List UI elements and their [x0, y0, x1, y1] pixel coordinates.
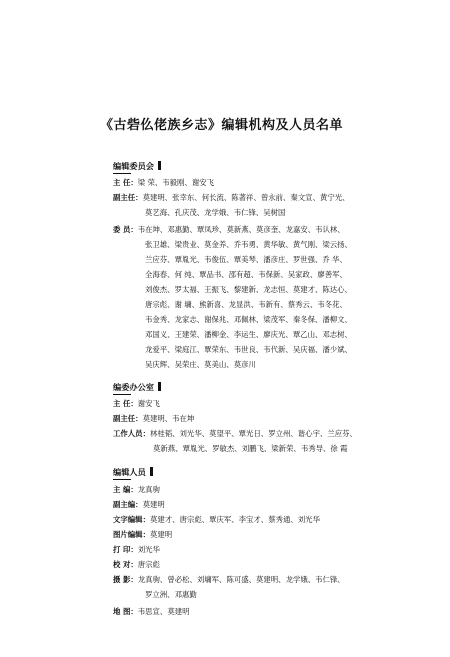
committee-member-line: 邓国义、王建荣、潘柳金、李运生、廖庆光、覃乙山、邓志树、: [145, 330, 352, 339]
committee-chair-value: 梁 荣、韦毅刚、谢安飞: [137, 178, 215, 187]
staff-heading-text: 编辑人员: [113, 467, 146, 477]
committee-vice-line: 莫艺海、孔庆茂、龙学娥、韦仁锋、吴树国: [145, 208, 286, 217]
office-chair-row: [113, 396, 160, 412]
map-label: 地 图：: [113, 607, 138, 616]
committee-members-row: [113, 222, 345, 238]
image-editor-value: 莫建明: [149, 530, 173, 539]
office-vice-value: 莫建明、韦在坤: [142, 414, 195, 423]
photo-label: 摄 影：: [113, 575, 138, 584]
text-editor-row: [113, 512, 320, 528]
editor-value: 龙真驹: [137, 485, 160, 494]
committee-heading: [113, 161, 161, 174]
committee-vice-row: [113, 190, 350, 206]
photo-line: 罗立洲、邓惠勤: [145, 590, 197, 599]
office-chair-value: 谢安飞: [137, 399, 160, 408]
print-row: [113, 542, 160, 558]
text-editor-value: 莫建才、唐宗彪、覃庆军、李宝才、蔡秀通、刘光华: [149, 515, 320, 524]
office-staff-row: [113, 426, 357, 442]
photo-row: [113, 572, 345, 588]
deputy-editor-row: [113, 497, 165, 513]
map-value: 韦思宣、莫建明: [137, 607, 190, 616]
proof-label: 校 对：: [113, 560, 138, 569]
office-staff-line: 莫新燕、覃胤光、罗敏杰、刘鹏飞、梁新荣、韦秀导、徐 霞: [153, 444, 348, 453]
office-heading-text: 编委办公室: [113, 382, 154, 392]
committee-member-line: 龙爱平、梁庭江、覃荣东、韦世良、韦代新、吴庆福、潘少斌、: [145, 345, 352, 354]
photo-line: 龙真驹、曾必松、刘墉军、陈可盛、莫建明、龙学娥、韦仁锋、: [137, 575, 345, 584]
committee-member-line: 张卫雄、梁贵业、莫金养、乔韦勇、黄华敏、黄气刚、梁云扬、: [145, 240, 352, 249]
committee-vice-label: 副主任：: [113, 193, 143, 202]
deputy-editor-label: 副主编：: [113, 500, 143, 509]
heading-bar-icon: [158, 161, 161, 170]
committee-member-line: 唐宗彪、谢 墉、熊新喜、龙显洪、韦新有、蔡秀云、韦冬花、: [145, 300, 347, 309]
office-staff-line: 林桂韬、刘光华、莫望平、覃光日、罗立州、谐心宇、兰应芬、: [149, 429, 357, 438]
heading-rule: [113, 173, 131, 174]
heading-rule: [113, 394, 131, 395]
image-editor-label: 图片编辑：: [113, 530, 150, 539]
staff-heading: [113, 467, 153, 480]
office-chair-label: 主 任：: [113, 399, 138, 408]
heading-rule: [113, 479, 131, 480]
committee-heading-text: 编辑委员会: [113, 161, 154, 171]
committee-member-line: 兰应芬、覃胤光、韦俊伍、覃美琴、潘彦庄、罗世强、乔 华、: [145, 255, 347, 264]
committee-member-line: 全海春、何 纯、覃品书、邵有超、韦保新、吴家政、廖善军、: [145, 270, 347, 279]
committee-member-line: 吴庆辉、吴荣庄、莫美山、莫彦川: [145, 360, 256, 369]
map-row: [113, 604, 190, 620]
image-editor-row: [113, 527, 172, 543]
deputy-editor-value: 莫建明: [142, 500, 165, 509]
page-title: 《古砦仫佬族乡志》编辑机构及人员名单: [100, 118, 344, 133]
office-heading: [113, 382, 161, 395]
print-label: 打 印：: [113, 545, 138, 554]
committee-chair-label: 主 任：: [113, 178, 138, 187]
committee-member-line: 刘俊杰、罗太福、王振飞、黎建新、龙志恒、莫建才、陈达心、: [145, 285, 352, 294]
committee-member-line: 韦在坤、邓惠勤、覃凤珍、莫新燕、莫彦奎、龙嘉安、韦认林、: [137, 225, 345, 234]
committee-vice-line: 莫建明、张幸东、何长流、陈著祥、曾永前、秦文宣、黄宁光、: [142, 193, 350, 202]
committee-chair-row: [113, 175, 214, 191]
heading-bar-icon: [150, 467, 153, 476]
committee-members-label: 委 员：: [113, 225, 138, 234]
office-staff-label: 工作人员：: [113, 429, 150, 438]
committee-member-line: 韦金秀、龙家志、谢保兆、邓佩林、梁茂军、秦冬保、潘柳文、: [145, 315, 352, 324]
heading-bar-icon: [158, 382, 161, 391]
editor-row: [113, 482, 160, 498]
proof-row: [113, 557, 160, 573]
print-value: 刘光华: [137, 545, 160, 554]
proof-value: 唐宗彪: [137, 560, 160, 569]
office-vice-label: 副主任：: [113, 414, 143, 423]
office-vice-row: [113, 411, 194, 427]
text-editor-label: 文字编辑：: [113, 515, 150, 524]
editor-label: 主 编：: [113, 485, 138, 494]
